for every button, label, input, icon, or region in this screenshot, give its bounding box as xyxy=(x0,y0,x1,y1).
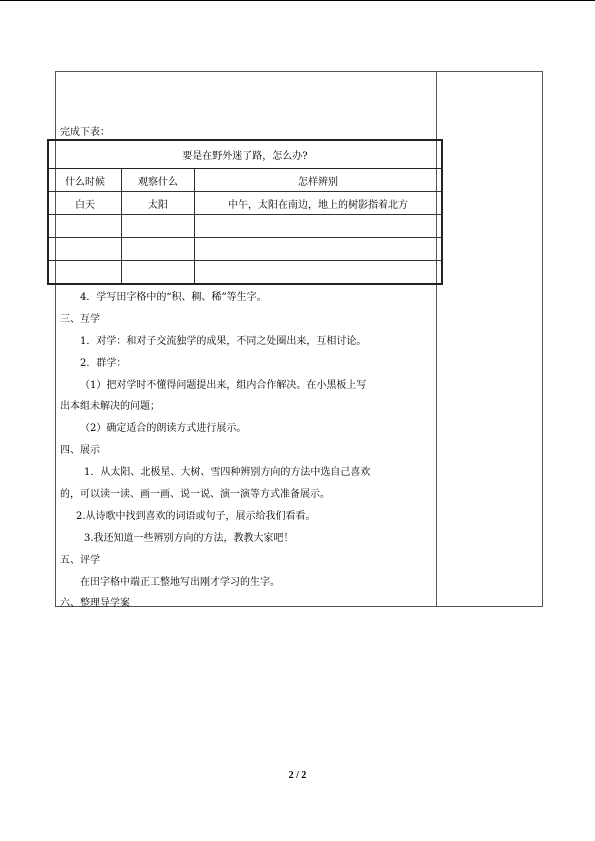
table-cell xyxy=(195,238,443,261)
table-title: 要是在野外迷了路，怎么办? xyxy=(48,140,442,169)
section-heading: 五、评学 xyxy=(60,555,100,566)
table-cell xyxy=(48,238,122,261)
table-row xyxy=(48,238,442,261)
table-cell xyxy=(122,261,195,285)
text-line: 2．群学： xyxy=(80,358,127,369)
section-heading: 四、展示 xyxy=(60,445,100,456)
table-row xyxy=(48,215,442,238)
table-row xyxy=(48,261,442,285)
observation-table xyxy=(47,139,443,285)
table-cell xyxy=(122,238,195,261)
table-cell: 太阳 xyxy=(122,192,195,215)
top-rule xyxy=(0,0,595,1)
header-when: 什么时候 xyxy=(48,169,122,192)
text-line: 的，可以读一读、画一画、说一说、演一演等方式准备展示。 xyxy=(60,489,330,500)
section-heading: 三、互学 xyxy=(60,314,100,325)
table-row xyxy=(48,192,442,215)
text-line: 2.从诗歌中找到喜欢的词语或句子，展示给我们看看。 xyxy=(76,511,316,522)
text-line: 在田字格中端正工整地写出刚才学习的生字。 xyxy=(80,577,280,588)
table-cell: 中午，太阳在南边，地上的树影指着北方 xyxy=(195,192,443,215)
table-cell xyxy=(195,261,443,285)
section-heading: 六、整理导学案 xyxy=(60,598,130,609)
text-line: 3.我还知道一些辨别方向的方法，教教大家吧！ xyxy=(84,533,294,544)
table-cell xyxy=(122,215,195,238)
text-line: （1）把对学时不懂得问题提出来，组内合作解决。在小黑板上写 xyxy=(80,380,367,391)
table-header-row xyxy=(48,169,442,192)
header-how: 怎样辨别 xyxy=(195,169,443,192)
table-cell: 白天 xyxy=(48,192,122,215)
header-observe: 观察什么 xyxy=(122,169,195,192)
page-number: 2 / 2 xyxy=(288,770,307,781)
text-line: （2）确定适合的朗读方式进行展示。 xyxy=(80,423,247,434)
text-line: 1．对学：和对子交流独学的成果，不同之处圈出来，互相讨论。 xyxy=(80,336,367,347)
text-line: 4．学写田字格中的“积、稠、稀”等生字。 xyxy=(80,292,267,303)
table-cell xyxy=(48,261,122,285)
table-cell xyxy=(195,215,443,238)
text-line: 1．从太阳、北极星、大树、雪四种辨别方向的方法中选自己喜欢 xyxy=(84,467,371,478)
lead-text: 完成下表： xyxy=(60,127,110,138)
table-cell xyxy=(48,215,122,238)
text-line: 出本组未解决的问题； xyxy=(60,401,160,412)
